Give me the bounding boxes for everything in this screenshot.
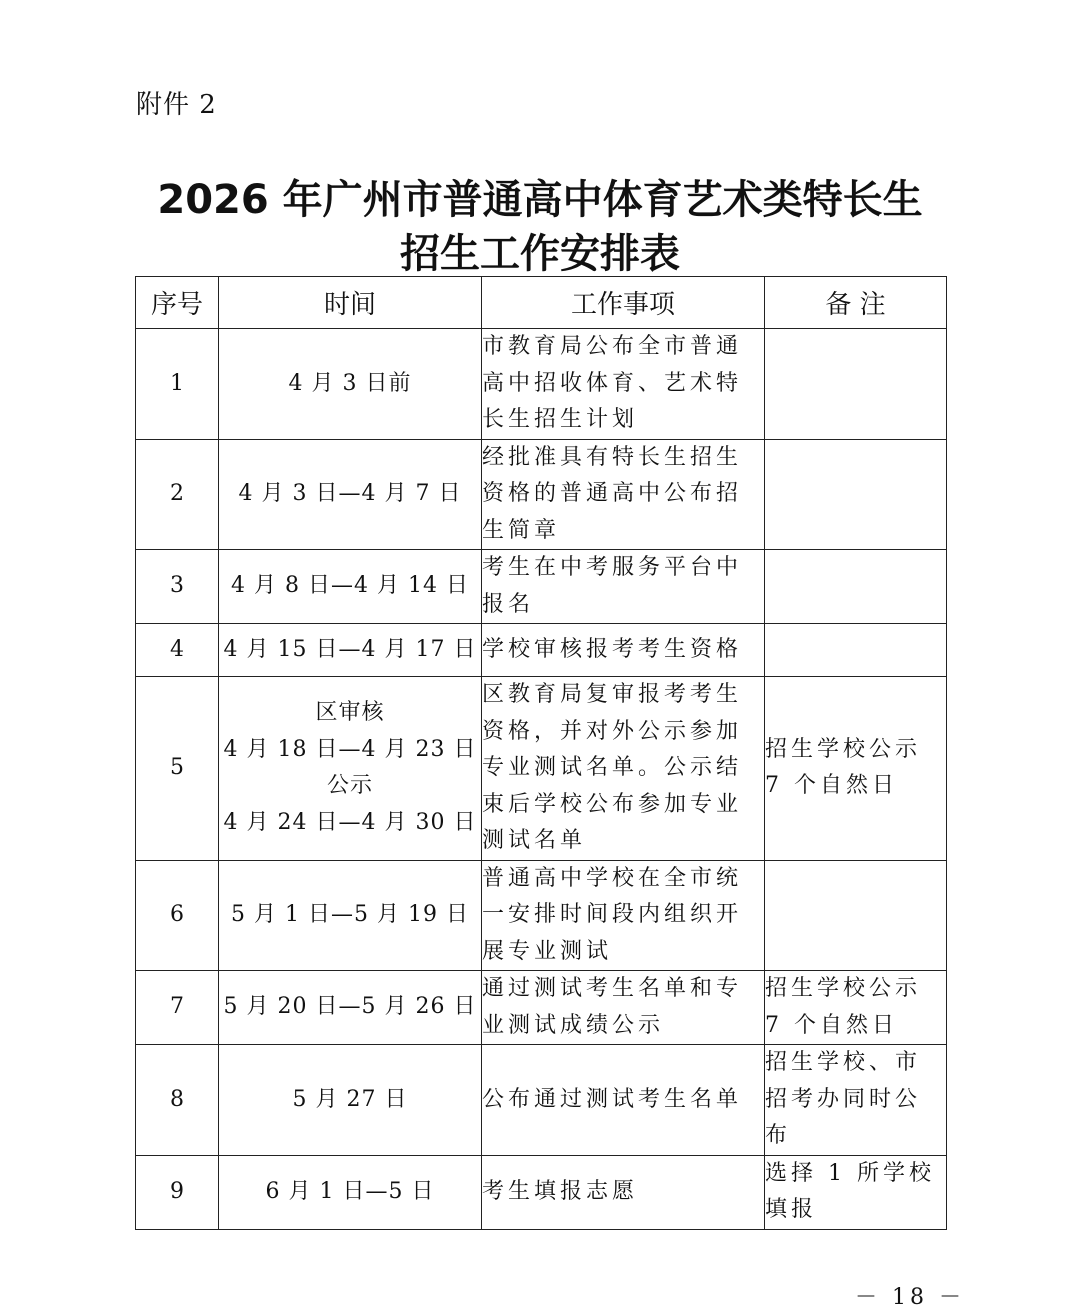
row-seq-cell: 3 bbox=[136, 550, 219, 624]
header-time: 时间 bbox=[219, 277, 482, 329]
row-item-cell bbox=[482, 329, 765, 440]
row-item-line: 长生招生计划 bbox=[482, 407, 639, 432]
row-note-cell bbox=[765, 550, 947, 624]
row-item-line: 学校审核报考考生资格 bbox=[482, 636, 743, 662]
header-seq: 序号 bbox=[136, 277, 219, 329]
row-note-line: 填报 bbox=[765, 1197, 818, 1222]
row-time-line: 5 月 1 日—5 月 19 日 bbox=[231, 902, 469, 927]
row-item-line: 普通高中学校在全市统 bbox=[482, 865, 743, 891]
row-item-line: 公布通过测试考生名单 bbox=[482, 1086, 743, 1112]
row-item-line: 高中招收体育、艺术特 bbox=[482, 370, 743, 396]
table-row bbox=[136, 624, 947, 677]
row-note-cell bbox=[765, 1155, 947, 1229]
row-item-line: 报名 bbox=[482, 591, 535, 617]
row-time-line: 5 月 27 日 bbox=[292, 1086, 408, 1112]
row-item-cell bbox=[482, 971, 765, 1045]
row-time-cell bbox=[219, 550, 482, 624]
table-row bbox=[136, 439, 947, 550]
row-item-line: 考生在中考服务平台中 bbox=[482, 555, 743, 580]
row-time-cell bbox=[219, 329, 482, 440]
row-item-cell bbox=[482, 677, 765, 861]
row-time-cell bbox=[219, 1045, 482, 1156]
row-time-cell bbox=[219, 439, 482, 550]
row-item-line: 展专业测试 bbox=[482, 938, 613, 964]
row-item-line: 通过测试考生名单和专 bbox=[482, 976, 743, 1001]
row-note-cell bbox=[765, 329, 947, 440]
row-item-line: 经批准具有特长生招生 bbox=[482, 444, 743, 470]
row-item-line: 专业测试名单。公示结 bbox=[482, 755, 743, 780]
row-item-line: 生简章 bbox=[482, 517, 561, 543]
row-time-line: 4 月 18 日—4 月 23 日 bbox=[223, 736, 477, 762]
row-item-line: 测试名单 bbox=[482, 828, 587, 853]
row-item-cell bbox=[482, 624, 765, 677]
row-time-line: 6 月 1 日—5 日 bbox=[265, 1178, 435, 1204]
row-seq-cell: 5 bbox=[136, 677, 219, 861]
row-item-line: 区教育局复审报考考生 bbox=[482, 682, 743, 707]
row-time-line: 4 月 8 日—4 月 14 日 bbox=[231, 573, 469, 599]
row-seq-cell: 2 bbox=[136, 439, 219, 550]
row-note-cell bbox=[765, 439, 947, 550]
row-time-line: 4 月 15 日—4 月 17 日 bbox=[223, 636, 477, 662]
schedule-table bbox=[135, 276, 947, 1230]
row-seq-cell: 7 bbox=[136, 971, 219, 1045]
row-time-line: 4 月 24 日—4 月 30 日 bbox=[223, 809, 477, 835]
row-time-line: 公示 bbox=[326, 773, 373, 799]
row-seq-cell: 4 bbox=[136, 624, 219, 677]
row-note-line: 选择 1 所学校 bbox=[765, 1160, 935, 1186]
document-title-line-2: 招生工作安排表 bbox=[400, 231, 680, 277]
table-row bbox=[136, 550, 947, 624]
row-time-line: 区审核 bbox=[315, 700, 385, 726]
table-row bbox=[136, 971, 947, 1045]
table-row bbox=[136, 329, 947, 440]
header-note: 备 注 bbox=[765, 277, 947, 329]
row-time-cell bbox=[219, 860, 482, 971]
row-time-line: 4 月 3 日前 bbox=[288, 370, 412, 396]
table-row bbox=[136, 1155, 947, 1229]
row-time-line: 4 月 3 日—4 月 7 日 bbox=[238, 481, 462, 506]
row-time-cell bbox=[219, 677, 482, 861]
row-item-line: 资格的普通高中公布招 bbox=[482, 481, 743, 506]
row-note-cell bbox=[765, 860, 947, 971]
row-time-cell bbox=[219, 624, 482, 677]
table-row bbox=[136, 860, 947, 971]
row-note-cell bbox=[765, 677, 947, 861]
table-row bbox=[136, 1045, 947, 1156]
table-row bbox=[136, 677, 947, 861]
row-time-line: 5 月 20 日—5 月 26 日 bbox=[223, 994, 477, 1020]
row-time-cell bbox=[219, 971, 482, 1045]
row-seq-cell: 8 bbox=[136, 1045, 219, 1156]
row-note-line: 7 个自然日 bbox=[765, 773, 898, 799]
row-note-line: 招生学校、市 bbox=[765, 1050, 922, 1075]
row-item-line: 业测试成绩公示 bbox=[482, 1012, 665, 1038]
row-note-cell bbox=[765, 1045, 947, 1156]
row-note-line: 招生学校公示 bbox=[765, 736, 922, 762]
row-item-cell bbox=[482, 860, 765, 971]
row-item-line: 束后学校公布参加专业 bbox=[482, 791, 743, 817]
row-item-cell bbox=[482, 1155, 765, 1229]
row-note-line: 招考办同时公 bbox=[765, 1086, 922, 1112]
table-header-row bbox=[136, 277, 947, 329]
row-note-line: 布 bbox=[765, 1123, 792, 1148]
row-note-line: 7 个自然日 bbox=[765, 1012, 898, 1038]
document-title-line-1: 2026 年广州市普通高中体育艺术类特长生 bbox=[157, 177, 923, 223]
row-item-cell bbox=[482, 1045, 765, 1156]
row-item-cell bbox=[482, 550, 765, 624]
row-note-cell bbox=[765, 624, 947, 677]
row-item-line: 一安排时间段内组织开 bbox=[482, 902, 743, 927]
row-seq-cell: 1 bbox=[136, 329, 219, 440]
row-seq-cell: 9 bbox=[136, 1155, 219, 1229]
attachment-label: 附件 2 bbox=[136, 90, 217, 120]
row-note-line: 招生学校公示 bbox=[765, 976, 922, 1001]
row-item-line: 考生填报志愿 bbox=[482, 1178, 639, 1204]
row-seq-cell: 6 bbox=[136, 860, 219, 971]
header-item: 工作事项 bbox=[482, 277, 765, 329]
row-item-line: 市教育局公布全市普通 bbox=[482, 334, 743, 359]
row-time-cell bbox=[219, 1155, 482, 1229]
row-item-line: 资格，并对外公示参加 bbox=[482, 718, 743, 744]
row-note-cell bbox=[765, 971, 947, 1045]
row-item-cell bbox=[482, 439, 765, 550]
page-number: － 18 － bbox=[855, 1285, 965, 1310]
